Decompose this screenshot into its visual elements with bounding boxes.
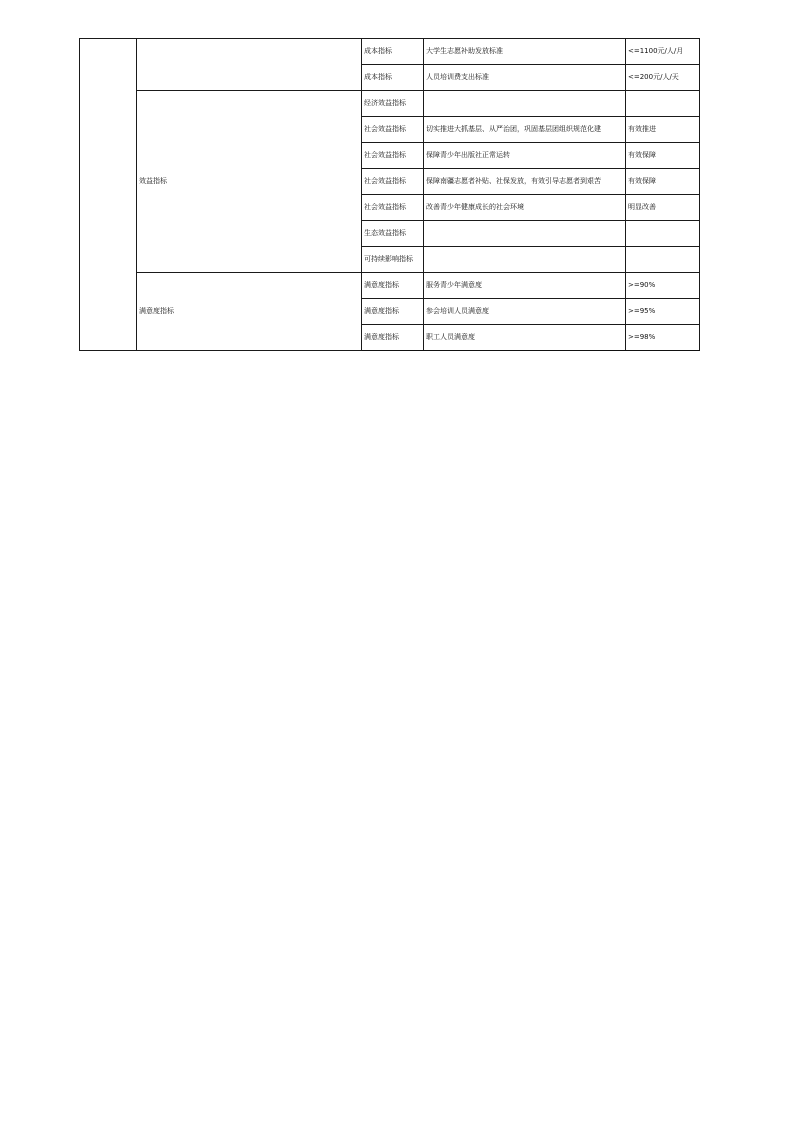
indicator-value-cell: 有效保障	[626, 169, 700, 195]
table-row	[80, 273, 700, 299]
level3-indicator-cell: 经济效益指标	[362, 91, 424, 117]
indicator-value-cell: 有效保障	[626, 143, 700, 169]
indicator-content-cell: 职工人员满意度	[424, 325, 626, 351]
indicator-content-cell	[424, 221, 626, 247]
level2-indicator-cell	[137, 39, 362, 91]
level2-indicator-cell: 效益指标	[137, 91, 362, 273]
level3-indicator-cell: 社会效益指标	[362, 143, 424, 169]
indicator-value-cell: <=200元/人/天	[626, 65, 700, 91]
table-row	[80, 91, 700, 117]
indicator-content-cell: 改善青少年健康成长的社会环境	[424, 195, 626, 221]
level3-indicator-cell: 满意度指标	[362, 299, 424, 325]
indicator-value-cell: >=98%	[626, 325, 700, 351]
indicator-value-cell	[626, 247, 700, 273]
performance-indicator-table	[79, 38, 700, 351]
level2-indicator-cell: 满意度指标	[137, 273, 362, 351]
level3-indicator-cell: 社会效益指标	[362, 117, 424, 143]
level1-indicator-cell	[80, 39, 137, 351]
indicator-value-cell	[626, 221, 700, 247]
indicator-value-cell	[626, 91, 700, 117]
indicator-value-cell: <=1100元/人/月	[626, 39, 700, 65]
indicator-content-cell: 参会培训人员满意度	[424, 299, 626, 325]
indicator-content-cell: 保障南疆志愿者补贴、社保发放，有效引导志愿者到艰苦	[424, 169, 626, 195]
table-row	[80, 39, 700, 65]
level3-indicator-cell: 社会效益指标	[362, 195, 424, 221]
indicator-value-cell: >=90%	[626, 273, 700, 299]
level3-indicator-cell: 生态效益指标	[362, 221, 424, 247]
indicator-content-cell: 保障青少年出版社正常运转	[424, 143, 626, 169]
indicator-value-cell: 明显改善	[626, 195, 700, 221]
indicator-content-cell: 服务青少年满意度	[424, 273, 626, 299]
indicator-value-cell: >=95%	[626, 299, 700, 325]
indicator-content-cell	[424, 91, 626, 117]
level3-indicator-cell: 社会效益指标	[362, 169, 424, 195]
indicator-value-cell: 有效推进	[626, 117, 700, 143]
level3-indicator-cell: 满意度指标	[362, 273, 424, 299]
indicator-content-cell: 大学生志愿补助发放标准	[424, 39, 626, 65]
level3-indicator-cell: 成本指标	[362, 65, 424, 91]
level3-indicator-cell: 成本指标	[362, 39, 424, 65]
indicator-content-cell: 切实推进大抓基层、从严治团，巩固基层团组织规范化建	[424, 117, 626, 143]
level3-indicator-cell: 满意度指标	[362, 325, 424, 351]
indicator-content-cell: 人员培训费支出标准	[424, 65, 626, 91]
indicator-content-cell	[424, 247, 626, 273]
level3-indicator-cell: 可持续影响指标	[362, 247, 424, 273]
